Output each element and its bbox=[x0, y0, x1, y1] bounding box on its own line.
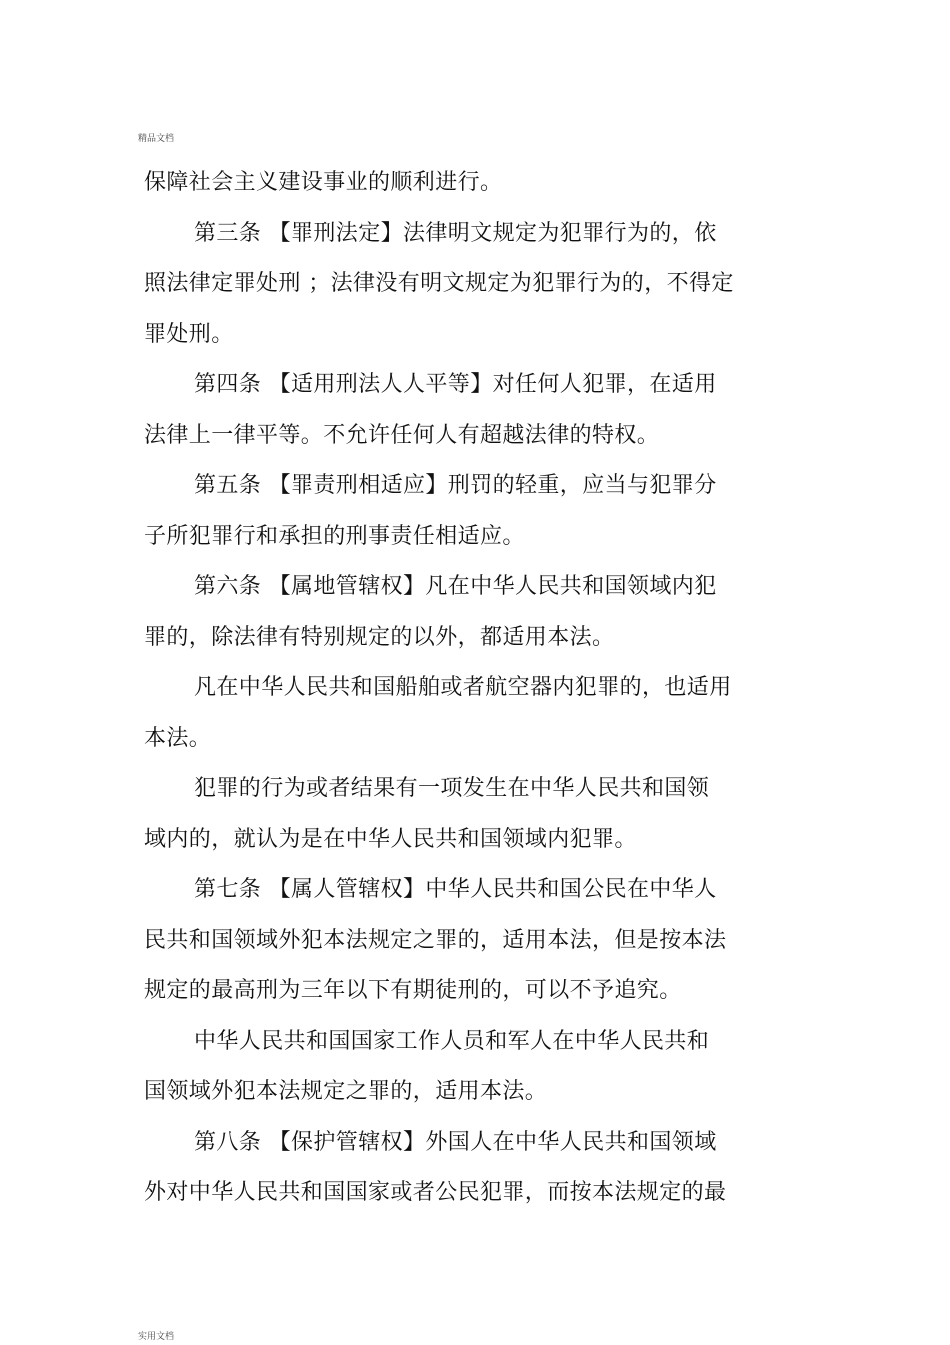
text-line: 子所犯罪行和承担的刑事责任相适应。 bbox=[144, 523, 525, 549]
text-line: 犯罪的行为或者结果有一项发生在中华人民共和国领 bbox=[194, 776, 710, 801]
text-line: 罪的，除法律有特别规定的以外，都适用本法。 bbox=[144, 624, 615, 650]
text-line: 国领域外犯本法规定之罪的，适用本法。 bbox=[144, 1079, 548, 1104]
text-line: 规定的最高刑为三年以下有期徒刑的，可以不予追究。 bbox=[144, 978, 682, 1003]
page-footer-note: 实用文档 bbox=[138, 1332, 175, 1342]
text-line: 第七条 【属人管辖权】中华人民共和国公民在中华人 bbox=[194, 877, 717, 902]
text-line: 第三条 【罪刑法定】法律明文规定为犯罪行为的，依 bbox=[194, 220, 717, 246]
text-line: 第八条 【保护管辖权】外国人在中华人民共和国领域 bbox=[194, 1129, 717, 1155]
document-body bbox=[144, 158, 764, 1219]
text-line: 中华人民共和国国家工作人员和军人在中华人民共和 bbox=[194, 1028, 710, 1054]
text-line: 凡在中华人民共和国船舶或者航空器内犯罪的，也适用 bbox=[194, 675, 732, 700]
text-line: 本法。 bbox=[144, 725, 212, 751]
text-line: 第四条 【适用刑法人人平等】对任何人犯罪，在适用 bbox=[194, 372, 717, 397]
text-line: 外对中华人民共和国国家或者公民犯罪，而按本法规定的最 bbox=[144, 1180, 727, 1205]
text-line: 第六条 【属地管辖权】凡在中华人民共和国领域内犯 bbox=[194, 574, 717, 599]
text-line: 保障社会主义建设事业的顺利进行。 bbox=[144, 170, 503, 195]
text-line: 民共和国领域外犯本法规定之罪的，适用本法，但是按本法 bbox=[144, 927, 727, 953]
page-header-note: 精品文档 bbox=[138, 134, 175, 144]
text-line: 照法律定罪处刑 ；法律没有明文规定为犯罪行为的，不得定 bbox=[144, 271, 734, 296]
text-line: 域内的，就认为是在中华人民共和国领域内犯罪。 bbox=[144, 826, 637, 852]
text-line: 法律上一律平等。不允许任何人有超越法律的特权。 bbox=[144, 422, 660, 448]
text-line: 第五条 【罪责刑相适应】刑罚的轻重，应当与犯罪分 bbox=[194, 473, 717, 498]
text-line: 罪处刑。 bbox=[144, 321, 234, 347]
